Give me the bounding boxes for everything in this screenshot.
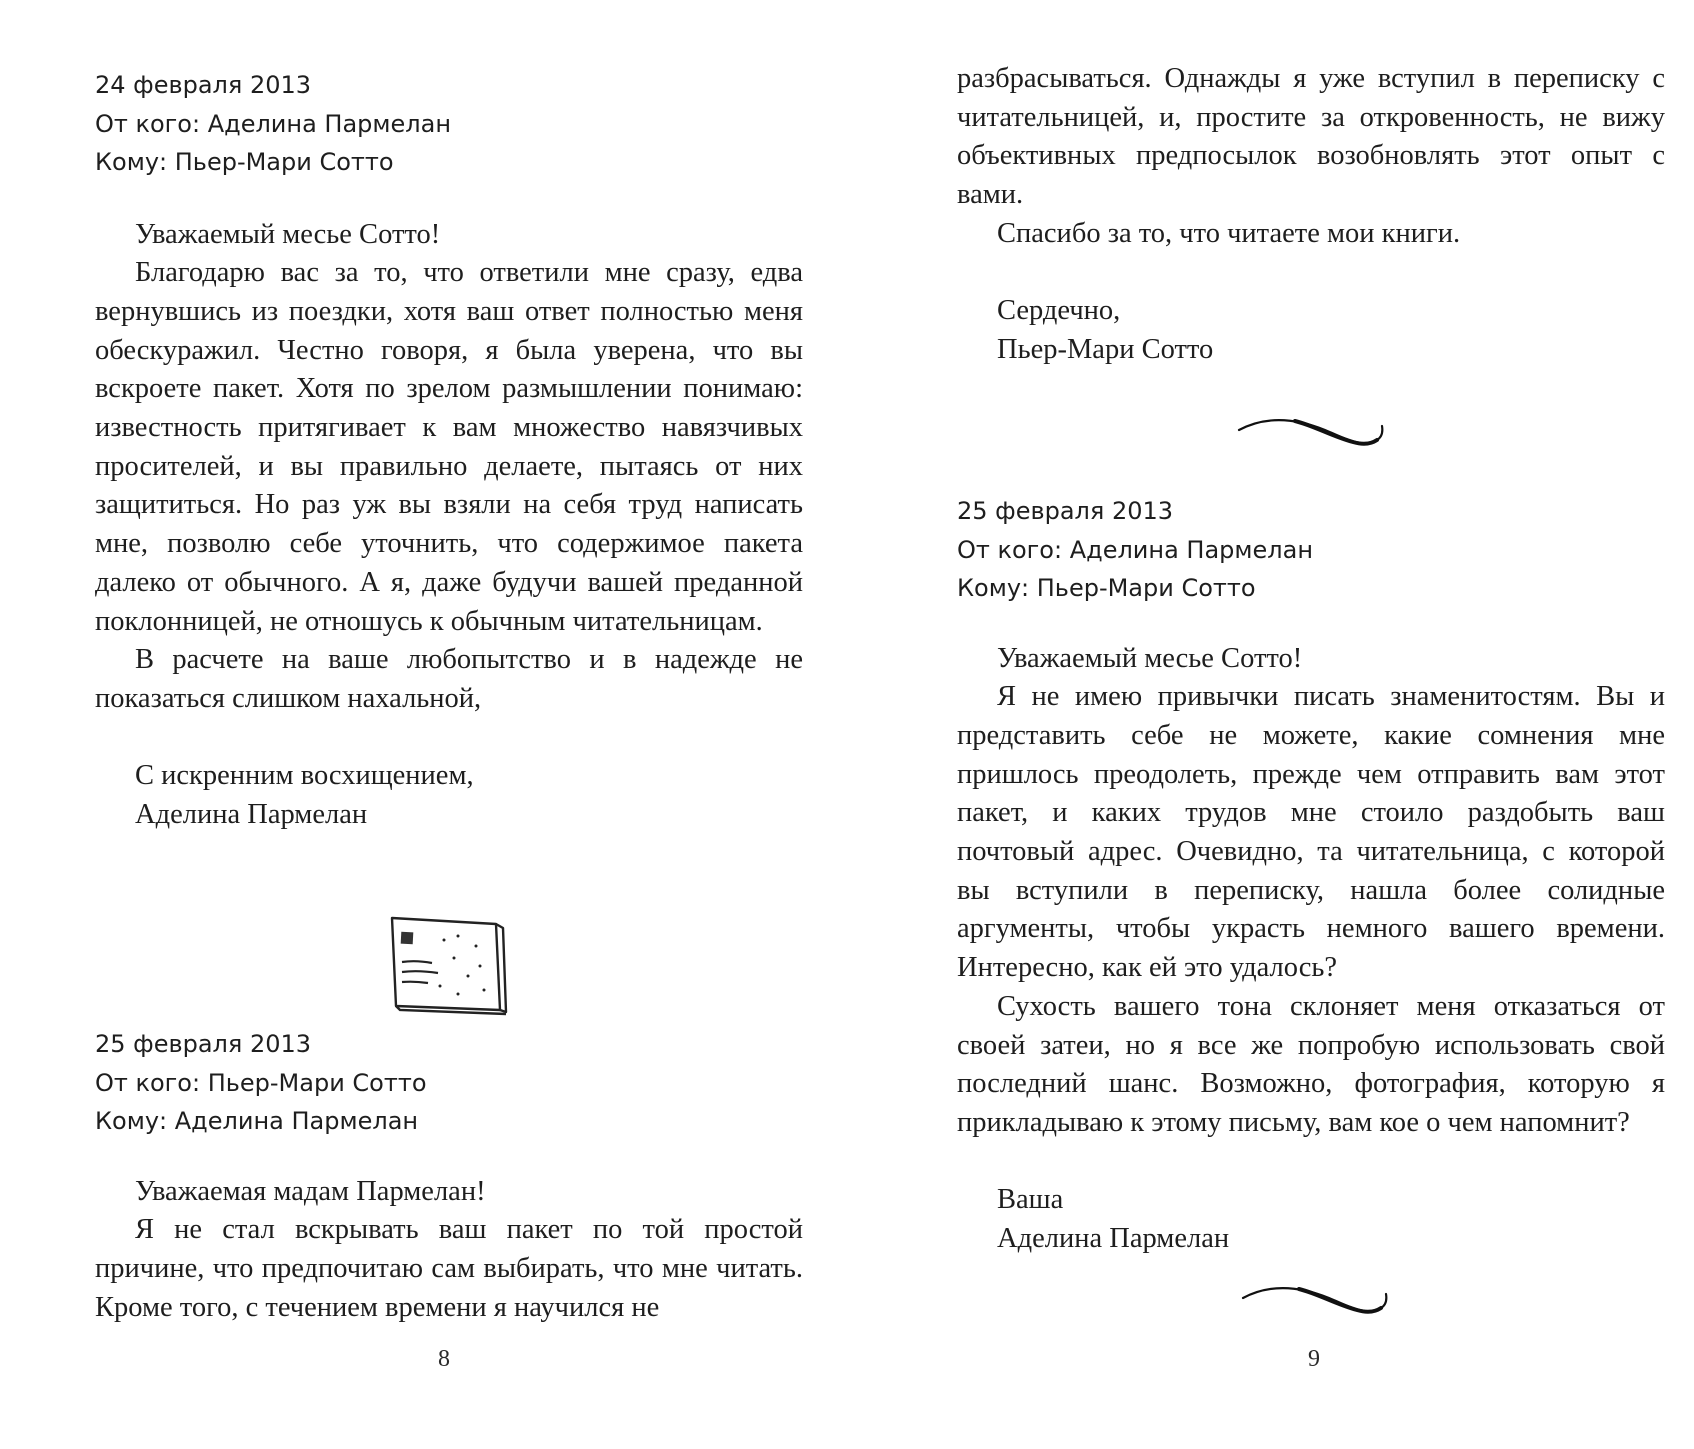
- letter3-body: [957, 640, 1665, 1259]
- letter2-to: Кому: Аделина Пармелан: [95, 1107, 419, 1135]
- letter3-salutation: Уважаемый месье Сотто!: [997, 642, 1303, 674]
- letter3-header: [957, 492, 1665, 608]
- letter2-signature-block: [957, 292, 1665, 369]
- letter1-closing: С искренним восхищением,: [135, 760, 474, 792]
- letter2-paragraph-start: Я не стал вскрывать ваш пакет по той простой причине, что предпочитаю сам выбирать, что мне читать. Кроме того, с течением времени я научился не: [95, 1214, 803, 1323]
- letter3-from: От кого: Аделина Пармелан: [957, 535, 1314, 564]
- letter3-closing: Ваша: [997, 1184, 1064, 1216]
- letter2-body: [95, 1173, 803, 1328]
- right-page: [847, 0, 1694, 1449]
- letter2-column: [95, 1025, 803, 1327]
- letter2-paragraph-end: разбрасываться. Однажды я уже вступил в переписку с читательницей, и, простите за откровенность, не вижу объективных предпосылок возобновлять этот опыт с вами.: [957, 63, 1665, 211]
- page-number-left: 8: [438, 1346, 450, 1372]
- letter3-to: Кому: Пьер-Мари Сотто: [957, 574, 1256, 602]
- letter1-date: 24 февраля 2013: [95, 71, 312, 99]
- letter1-body: [95, 216, 803, 835]
- letter1-signature-block: [95, 757, 803, 834]
- letter1-header: [95, 66, 803, 182]
- swash-divider-icon: [1235, 412, 1385, 452]
- letter2-date: 25 февраля 2013: [95, 1030, 312, 1058]
- letter1-paragraph-1: Благодарю вас за то, что ответили мне сразу, едва вернувшись из поездки, хотя ваш ответ полностью меня обескуражил. Честно говоря, я была уверена, что вы вскроете пакет. Хотя по зрелом размышлении понимаю: известность притягивает к вам множество навязчивых просителей, и вы правильно делаете, пытаясь от них защититься. Но раз уж вы взяли на себя труд написать мне, позволю себе уточнить, что содержимое пакета далеко от обычного. А я, даже будучи вашей преданной поклонницей, не отношусь к обычным читательницам.: [95, 257, 803, 637]
- letter3-paragraph-1: Я не имею привычки писать знаменитостям. Вы и представить себе не можете, какие сомнения мне пришлось преодолеть, прежде чем отправить вам этот пакет, и каких трудов мне стоило раздобыть ваш почтовый адрес. Очевидно, та читательница, с которой вы вступили в переписку, нашла более солидные аргументы, чтобы украсть немного вашего времени. Интересно, как ей это удалось?: [957, 681, 1665, 984]
- letter2-closing: Сердечно,: [997, 295, 1121, 327]
- letter2-from: От кого: Пьер-Мари Сотто: [95, 1068, 427, 1097]
- letter3-column: [957, 492, 1665, 1259]
- page-number-right: 9: [1308, 1346, 1320, 1372]
- letter1-to: Кому: Пьер-Мари Сотто: [95, 148, 394, 176]
- letter2-thanks: Спасибо за то, что читаете мои книги.: [997, 217, 1461, 249]
- letter2-continued-body: [957, 60, 1665, 370]
- letter1-salutation: Уважаемый месье Сотто!: [135, 218, 441, 250]
- letter3-signature: Аделина Пармелан: [997, 1223, 1230, 1255]
- letter3-date: 25 февраля 2013: [957, 497, 1174, 525]
- letter1-from: От кого: Аделина Пармелан: [95, 109, 452, 138]
- letter3-paragraph-2: Сухость вашего тона склоняет меня отказаться от своей затеи, но я все же попробую использовать свой последний шанс. Возможно, фотография, которую я прикладываю к этому письму, вам кое о чем напомнит?: [957, 990, 1665, 1138]
- left-text-column: [95, 66, 803, 835]
- swash-divider-icon: [1239, 1280, 1389, 1320]
- letter1-paragraph-2: В расчете на ваше любопытство и в надежде не показаться слишком нахальной,: [95, 644, 803, 714]
- right-text-column: [957, 60, 1665, 370]
- letter3-signature-block: [957, 1181, 1665, 1258]
- letter2-signature: Пьер-Мари Сотто: [997, 333, 1214, 365]
- postcard-icon: [388, 910, 508, 1018]
- letter1-signature: Аделина Пармелан: [135, 799, 368, 831]
- letter2-salutation: Уважаемая мадам Пармелан!: [135, 1175, 486, 1207]
- letter2-header: [95, 1025, 803, 1141]
